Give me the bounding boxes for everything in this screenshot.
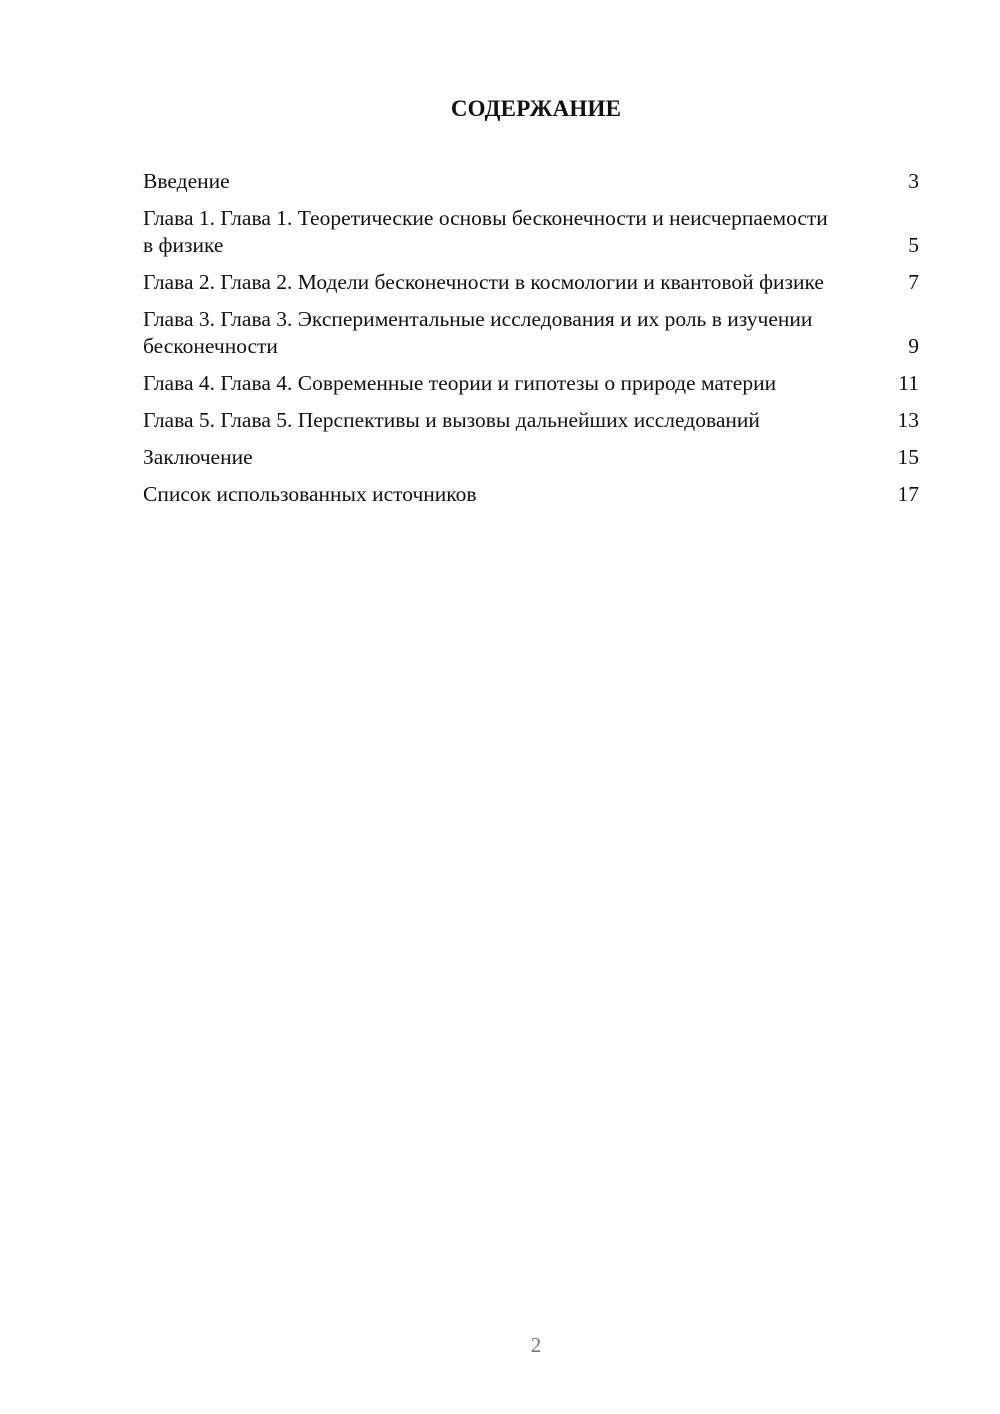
toc-entry-label: Список использованных источников bbox=[143, 482, 477, 506]
toc-entry-chapter-5 bbox=[143, 407, 919, 434]
toc-entry-page: 9 bbox=[908, 334, 919, 358]
toc-entry-chapter-3 bbox=[143, 306, 919, 360]
toc-entry-chapter-4 bbox=[143, 370, 919, 397]
toc-entry-label: Глава 3. Глава 3. Экспериментальные исследования и их роль в изучении бесконечности bbox=[143, 307, 813, 358]
page-number: 2 bbox=[530, 1333, 542, 1357]
toc-entry-page: 17 bbox=[897, 482, 919, 506]
toc-entry-introduction bbox=[143, 168, 919, 195]
toc-entry-chapter-1 bbox=[143, 205, 919, 259]
toc-entry-label: Глава 5. Глава 5. Перспективы и вызовы дальнейших исследований bbox=[143, 408, 760, 432]
toc-entry-label: Заключение bbox=[143, 445, 253, 469]
toc-entry-page: 5 bbox=[908, 233, 919, 257]
toc-entry-references bbox=[143, 481, 919, 508]
toc-entry-label: Глава 4. Глава 4. Современные теории и гипотезы о природе материи bbox=[143, 371, 777, 395]
toc-entry-page: 3 bbox=[908, 169, 919, 193]
toc-title: СОДЕРЖАНИЕ bbox=[450, 96, 622, 121]
toc-entry-conclusion bbox=[143, 444, 919, 471]
toc-entry-chapter-2 bbox=[143, 269, 919, 296]
toc-entry-page: 13 bbox=[897, 408, 919, 432]
toc-entry-label: Введение bbox=[143, 169, 230, 193]
toc-entry-label: Глава 1. Глава 1. Теоретические основы бесконечности и неисчерпаемости в физике bbox=[143, 206, 828, 257]
table-of-contents bbox=[143, 168, 919, 518]
toc-entry-page: 15 bbox=[897, 445, 919, 469]
toc-entry-page: 7 bbox=[908, 270, 919, 294]
toc-entry-page: 11 bbox=[898, 371, 919, 395]
toc-entry-label: Глава 2. Глава 2. Модели бесконечности в космологии и квантовой физике bbox=[143, 270, 824, 294]
